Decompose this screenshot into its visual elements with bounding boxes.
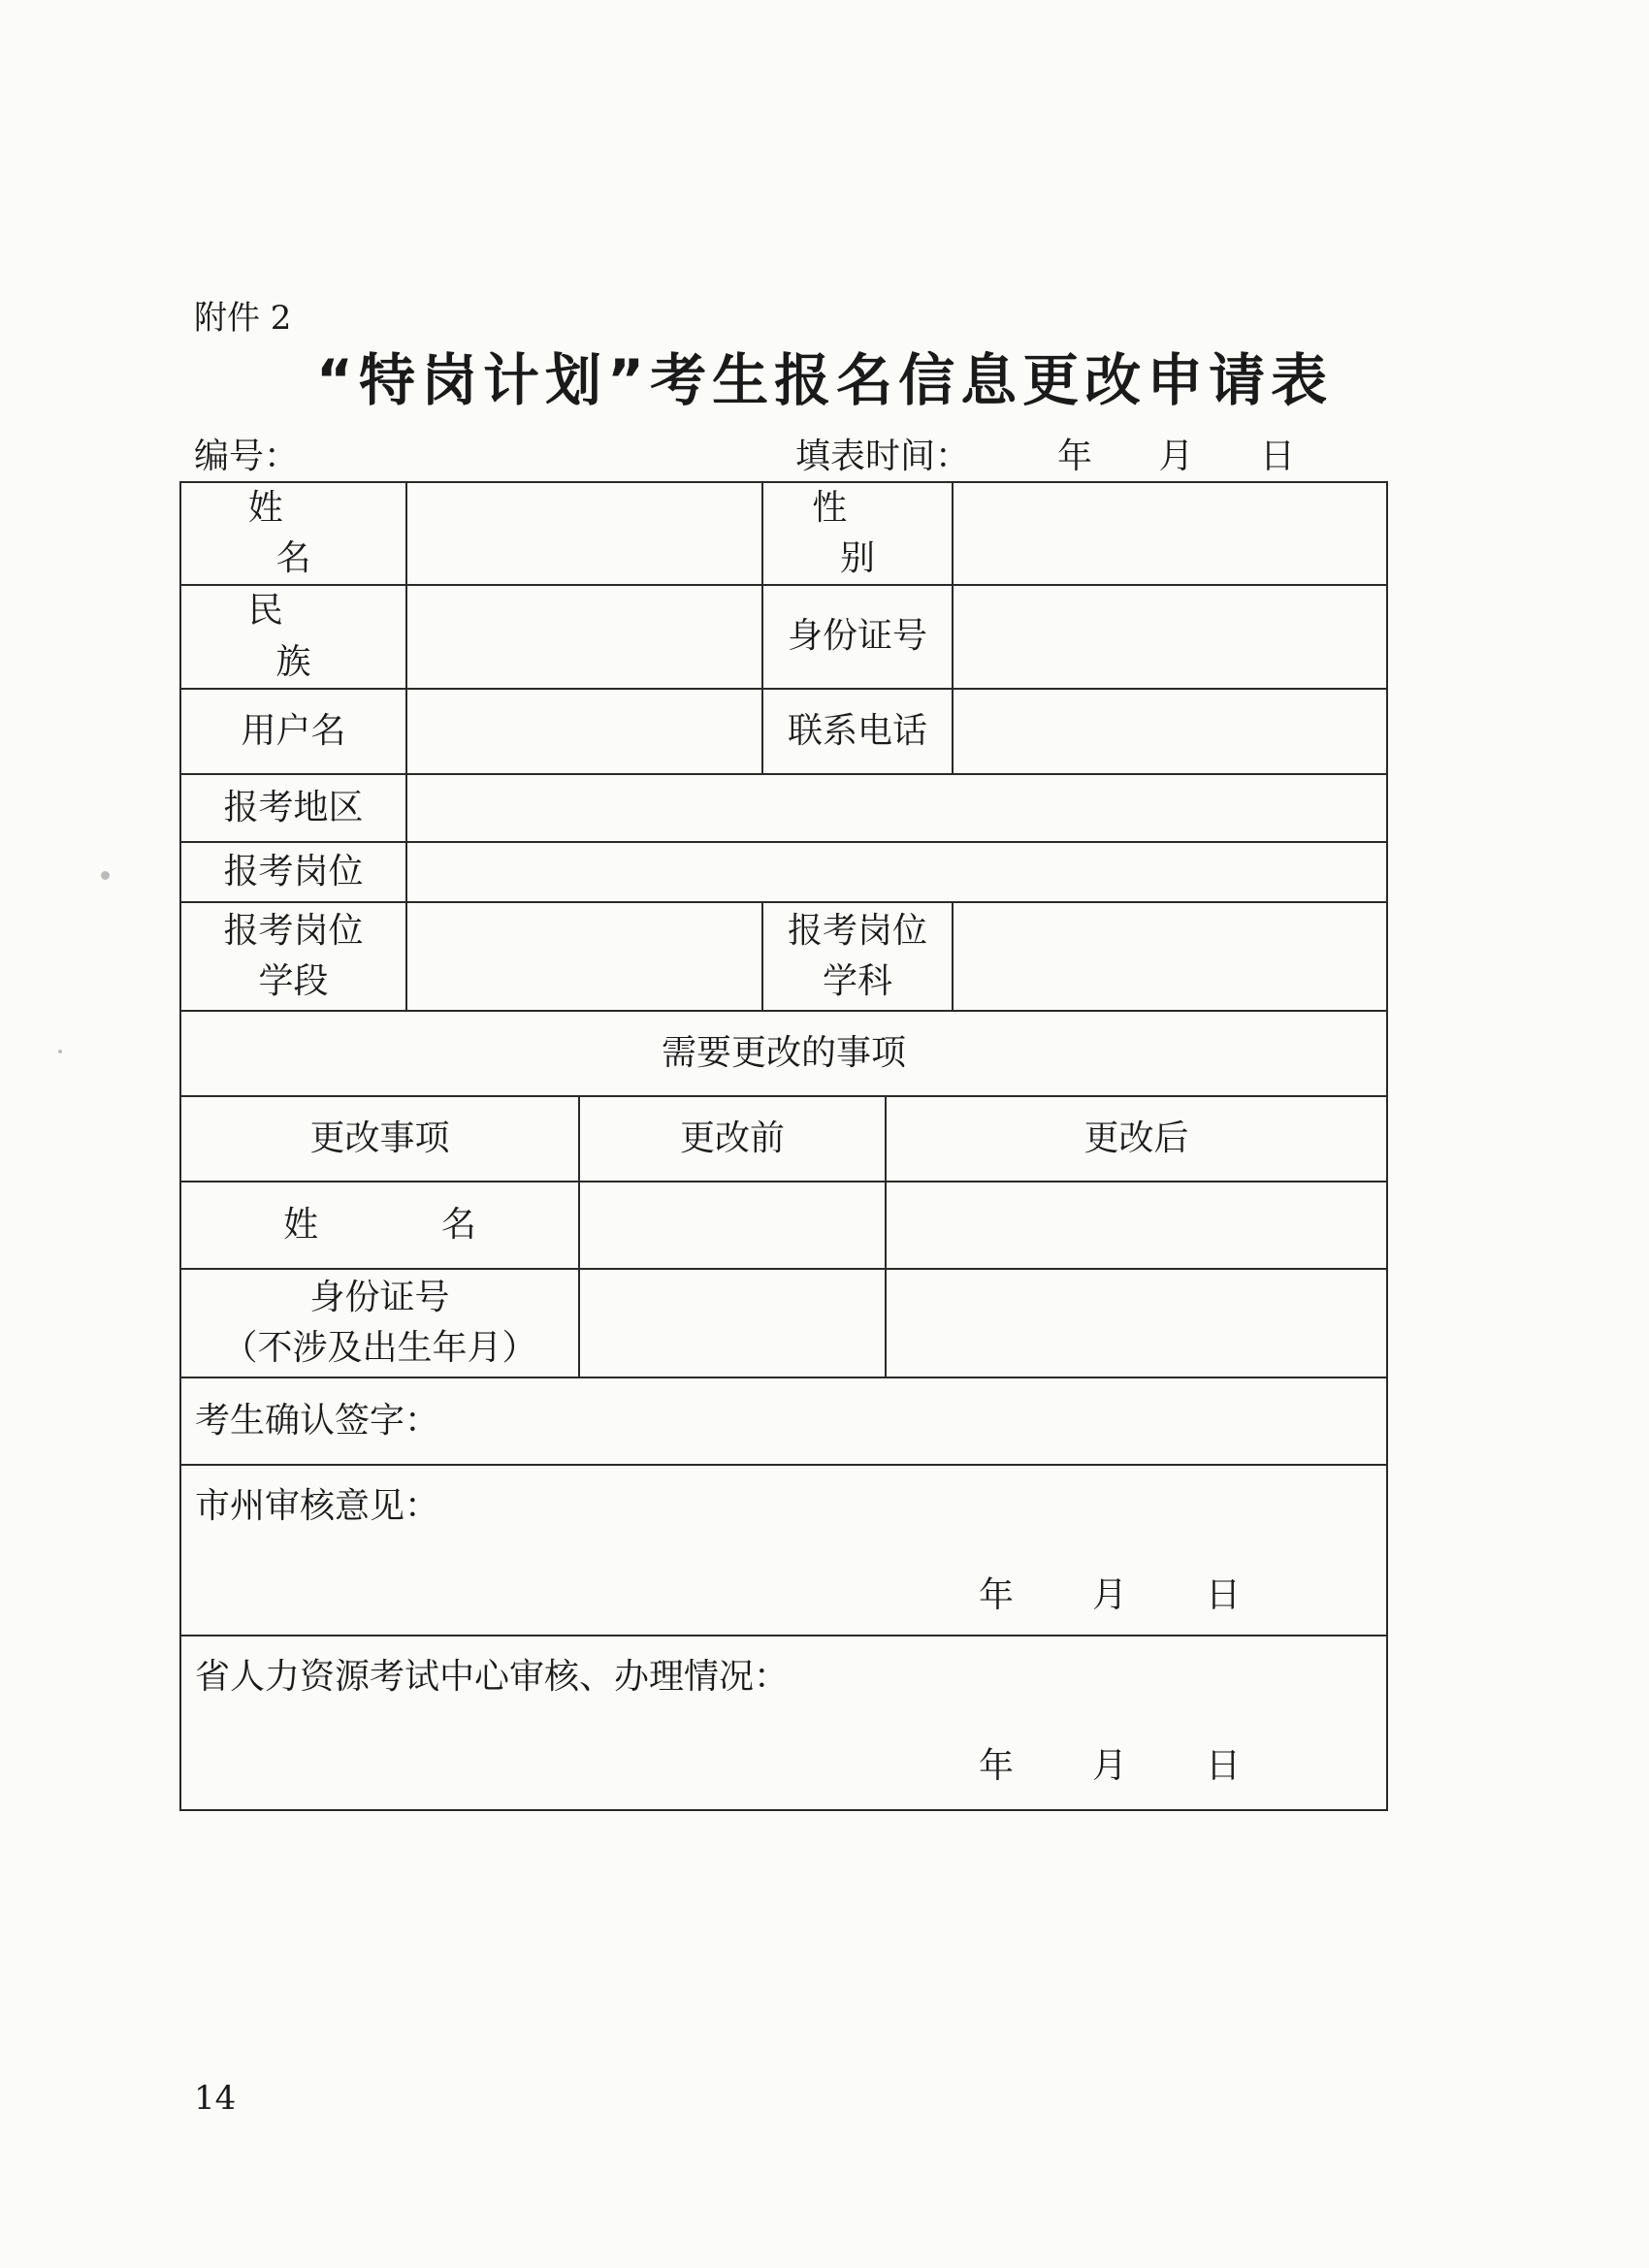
ethnicity-field[interactable] [406, 585, 762, 688]
application-form-table [179, 481, 1388, 1811]
gender-label-cell [762, 482, 953, 585]
province-review-date [979, 1741, 1241, 1792]
day-label: 日 [1259, 437, 1295, 476]
gender-label: 性 别 [812, 488, 931, 579]
candidate-signature-field[interactable] [180, 1377, 1387, 1465]
changes-section-title: 需要更改的事项 [180, 1011, 1387, 1096]
stage-field[interactable] [406, 902, 762, 1011]
city-review-date [979, 1571, 1241, 1621]
phone-field[interactable] [953, 689, 1387, 774]
subject-label-cell [762, 902, 953, 1011]
attachment-label: 附件 2 [194, 299, 292, 338]
subject-field[interactable] [953, 902, 1387, 1011]
id-after-field[interactable] [886, 1269, 1387, 1377]
change-name-label: 姓 名 [283, 1204, 533, 1245]
province-review-label: 省人力资源考试中心审核、办理情况： [195, 1656, 790, 1697]
change-id-label-line1: 身份证号 [309, 1277, 450, 1317]
month-label: 月 [1092, 1574, 1128, 1615]
id-field[interactable] [953, 585, 1387, 688]
region-label: 报考地区 [180, 774, 406, 842]
after-header: 更改后 [886, 1096, 1387, 1182]
year-label: 年 [979, 1574, 1015, 1615]
month-label: 月 [1092, 1745, 1128, 1786]
subject-label-line2: 学科 [823, 960, 893, 1001]
username-label: 用户名 [180, 689, 406, 774]
ethnicity-label: 民 族 [247, 591, 368, 682]
name-before-field[interactable] [579, 1182, 886, 1269]
before-header: 更改前 [579, 1096, 886, 1182]
fill-date [1057, 429, 1295, 478]
stage-label-line1: 报考岗位 [223, 910, 364, 951]
id-before-field[interactable] [579, 1269, 886, 1377]
change-item-header: 更改事项 [180, 1096, 579, 1182]
position-field[interactable] [406, 842, 1387, 902]
page-number: 14 [194, 2079, 237, 2118]
month-label: 月 [1158, 437, 1194, 476]
position-label: 报考岗位 [180, 842, 406, 902]
name-label: 姓 名 [247, 488, 368, 579]
fill-time-label: 填表时间： [795, 437, 971, 476]
stage-label-line2: 学段 [258, 960, 329, 1001]
change-id-label-line2: （不涉及出生年月） [222, 1327, 537, 1368]
subject-label-line1: 报考岗位 [788, 910, 928, 951]
change-name-label-cell [180, 1182, 579, 1269]
scan-speck [58, 1050, 62, 1053]
region-field[interactable] [406, 774, 1387, 842]
phone-label: 联系电话 [762, 689, 953, 774]
year-label: 年 [1057, 437, 1093, 476]
id-label: 身份证号 [762, 585, 953, 688]
year-label: 年 [979, 1745, 1015, 1786]
scan-speck [101, 871, 110, 880]
name-field[interactable] [406, 482, 762, 585]
username-field[interactable] [406, 689, 762, 774]
province-review-field[interactable] [180, 1636, 1387, 1810]
ethnicity-label-cell [180, 585, 406, 688]
name-label-cell [180, 482, 406, 585]
city-review-label: 市州审核意见： [195, 1485, 440, 1526]
stage-label-cell [180, 902, 406, 1011]
day-label: 日 [1206, 1574, 1242, 1615]
name-after-field[interactable] [886, 1182, 1387, 1269]
change-id-label-cell [180, 1269, 579, 1377]
candidate-signature-label: 考生确认签字： [195, 1400, 440, 1441]
day-label: 日 [1206, 1745, 1242, 1786]
form-title: “特岗计划”考生报名信息更改申请表 [315, 347, 1334, 413]
city-review-field[interactable] [180, 1465, 1387, 1636]
gender-field[interactable] [953, 482, 1387, 585]
number-label: 编号： [194, 437, 300, 476]
